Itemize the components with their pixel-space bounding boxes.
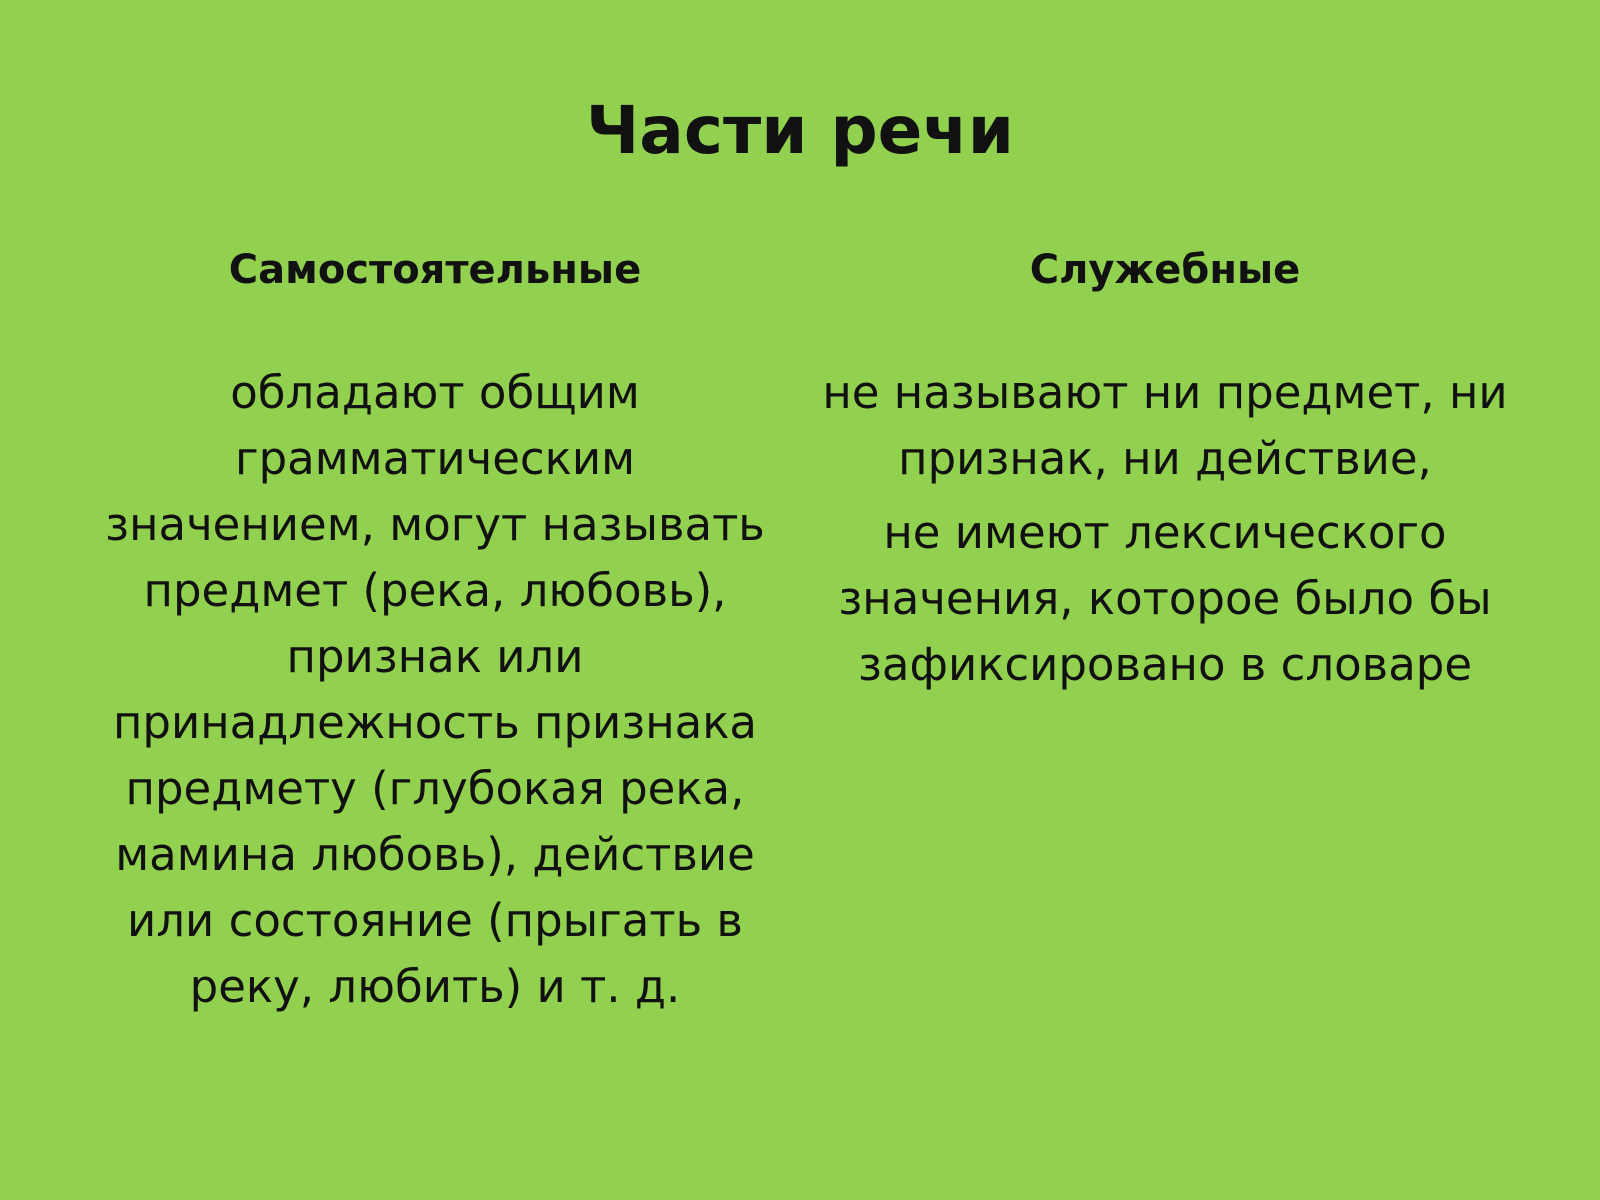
column-body-auxiliary xyxy=(820,360,1510,706)
column-body-independent xyxy=(95,360,775,1020)
column-paragraph: не называют ни предмет, ни признак, ни действие, xyxy=(822,366,1508,485)
column-paragraph: не имеют лексического значения, которое было бы зафиксировано в словаре xyxy=(838,506,1492,691)
column-heading-auxiliary: Служебные xyxy=(1029,247,1301,293)
column-paragraph: обладают общим грамматическим значением, могут называть предмет (река, любовь), признак или принадлежность признака предмету (глубокая река, мамина любовь), действие или состояние (прыгать в реку, любить) и т. д. xyxy=(105,366,765,1013)
slide-title: Части речи xyxy=(585,92,1015,169)
column-heading-independent: Самостоятельные xyxy=(228,247,642,293)
